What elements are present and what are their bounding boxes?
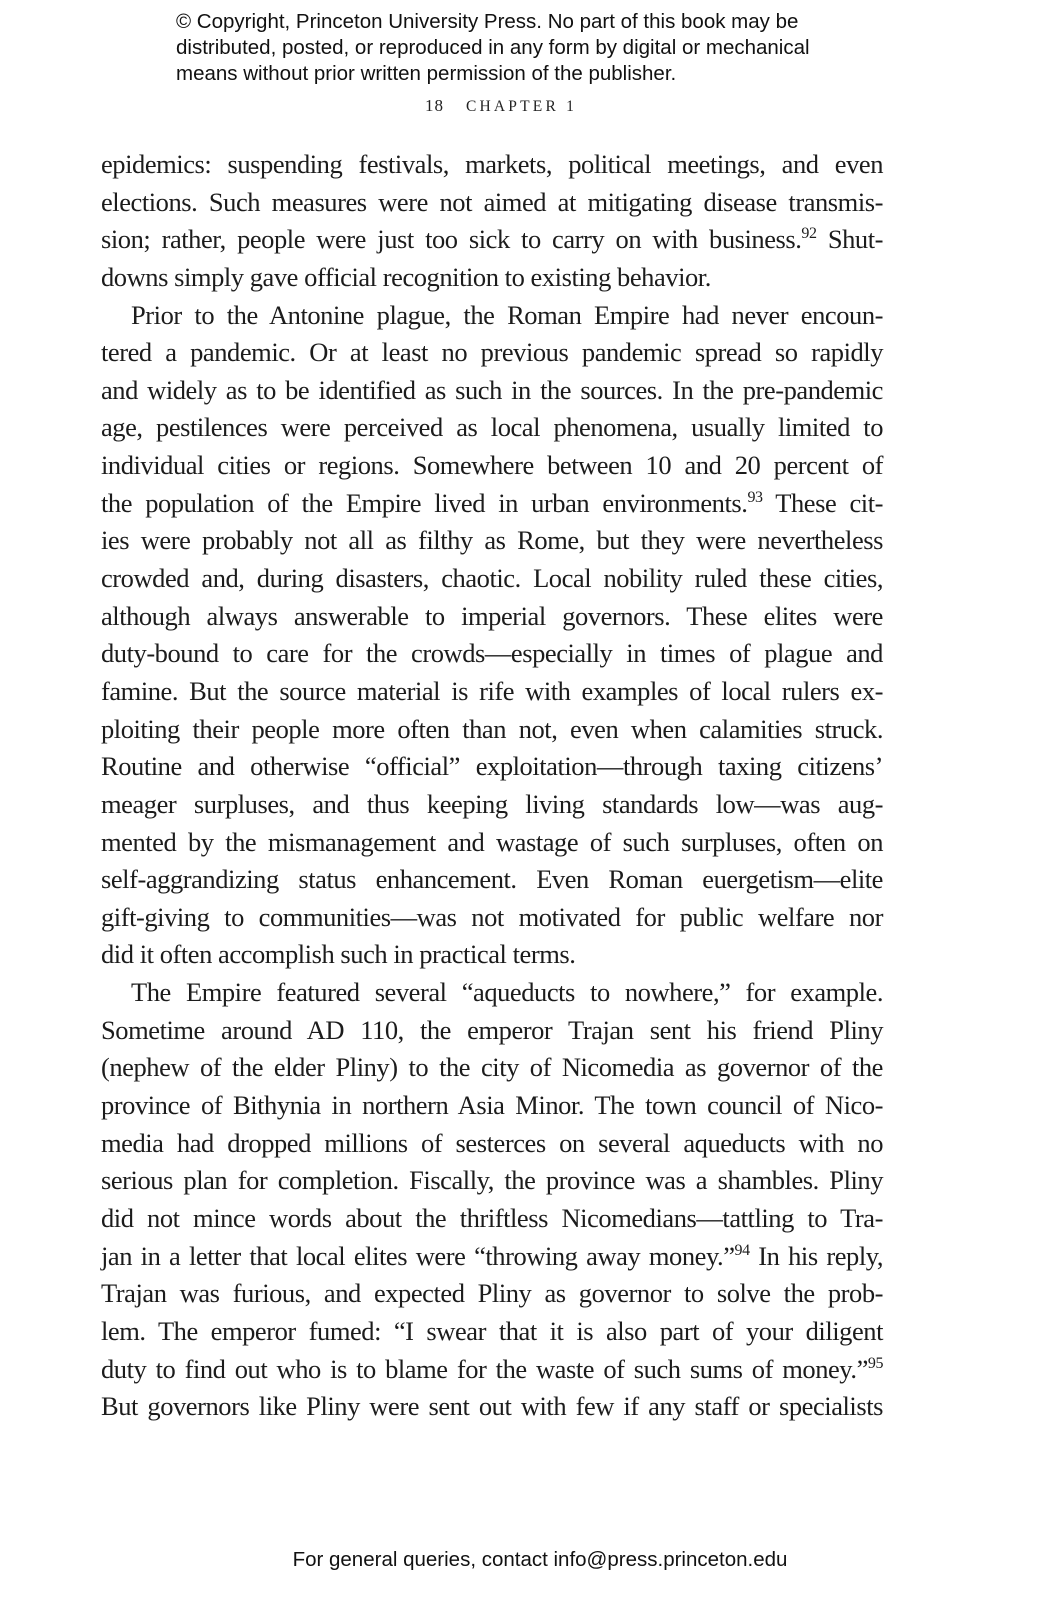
text-line: Routine and otherwise “official” exploitation—through taxing citizens’ — [101, 751, 883, 782]
text-line: elections. Such measures were not aimed at mitigating disease transmis- — [101, 186, 883, 217]
text-line: individual cities or regions. Somewhere between 10 and 20 percent of — [101, 450, 883, 481]
text-line: although always answerable to imperial governors. These elites were — [101, 600, 883, 631]
text-line: ies were probably not all as filthy as Rome, but they were nevertheless — [101, 525, 883, 556]
chapter-label: CHAPTER 1 — [465, 98, 578, 115]
text-line: Trajan was furious, and expected Pliny as governor to solve the prob- — [101, 1278, 883, 1309]
text-line: mented by the mismanagement and wastage of such surpluses, often on — [101, 826, 883, 857]
text-line: The Empire featured several “aqueducts to nowhere,” for example. — [131, 977, 883, 1008]
text-line: did it often accomplish such in practical terms. — [101, 939, 576, 970]
text-line: tered a pandemic. Or at least no previous pandemic spread so rapidly — [101, 337, 883, 368]
text-line: and widely as to be identified as such in the sources. In the pre-pandemic — [101, 374, 883, 405]
text-line: duty-bound to care for the crowds—especially in times of plague and — [101, 638, 883, 669]
text-line: jan in a letter that local elites were “throwing away money.”$^{94}$ In his reply, — [101, 1240, 883, 1271]
text-line: Prior to the Antonine plague, the Roman Empire had never encoun- — [131, 299, 883, 330]
footer-contact: For general queries, contact info@press.princeton.edu — [292, 1548, 788, 1571]
body-text — [101, 146, 883, 1426]
text-line: ploiting their people more often than not, even when calamities struck. — [101, 713, 883, 744]
paragraph — [101, 297, 883, 975]
copyright-line: distributed, posted, or reproduced in any form by digital or mechanical — [176, 36, 810, 59]
text-line: self-aggrandizing status enhancement. Even Roman euergetism—elite — [101, 864, 883, 895]
text-line: gift-giving to communities—was not motivated for public welfare nor — [101, 901, 883, 932]
footnote-marker[interactable]: 95 — [867, 1354, 883, 1372]
footnote-marker[interactable]: 93 — [747, 488, 763, 506]
text-line: serious plan for completion. Fiscally, the province was a shambles. Pliny — [101, 1165, 883, 1196]
copyright-line: © Copyright, Princeton University Press. No part of this book may be — [176, 10, 799, 33]
copyright-notice — [176, 9, 896, 87]
text-line: lem. The emperor fumed: “I swear that it is also part of your diligent — [101, 1315, 883, 1346]
footnote-marker[interactable]: 92 — [801, 225, 817, 243]
paragraph — [101, 974, 883, 1426]
text-line: meager surpluses, and thus keeping living standards low—was aug- — [101, 788, 883, 819]
text-line: (nephew of the elder Pliny) to the city of Nicomedia as governor of the — [101, 1052, 883, 1083]
text-line: province of Bithynia in northern Asia Minor. The town council of Nico- — [101, 1090, 883, 1121]
running-head — [0, 96, 1050, 116]
text-line: crowded and, during disasters, chaotic. Local nobility ruled these cities, — [101, 563, 883, 594]
text-line: sion; rather, people were just too sick to carry on with business.$^{92}$ Shut- — [101, 224, 884, 255]
text-line: downs simply gave official recognition to existing behavior. — [101, 261, 711, 292]
text-line: duty to find out who is to blame for the waste of such sums of money.”$^{95}$ — [101, 1353, 883, 1384]
text-line: But governors like Pliny were sent out with few if any staff or specialists — [101, 1391, 883, 1422]
text-line: media had dropped millions of sesterces on several aqueducts with no — [101, 1127, 883, 1158]
paragraph — [101, 146, 883, 297]
text-line: famine. But the source material is rife with examples of local rulers ex- — [101, 675, 883, 706]
text-line: Sometime around AD 110, the emperor Trajan sent his friend Pliny — [101, 1014, 883, 1045]
text-line: age, pestilences were perceived as local phenomena, usually limited to — [101, 412, 883, 443]
text-line: did not mince words about the thriftless Nicomedians—tattling to Tra- — [101, 1202, 883, 1233]
footnote-marker[interactable]: 94 — [734, 1241, 750, 1259]
text-line: epidemics: suspending festivals, markets, political meetings, and even — [101, 149, 883, 179]
page-number: 18 — [424, 96, 444, 115]
text-line: the population of the Empire lived in urban environments.$^{93}$ These cit- — [101, 487, 883, 518]
copyright-line: means without prior written permission of the publisher. — [176, 62, 677, 85]
